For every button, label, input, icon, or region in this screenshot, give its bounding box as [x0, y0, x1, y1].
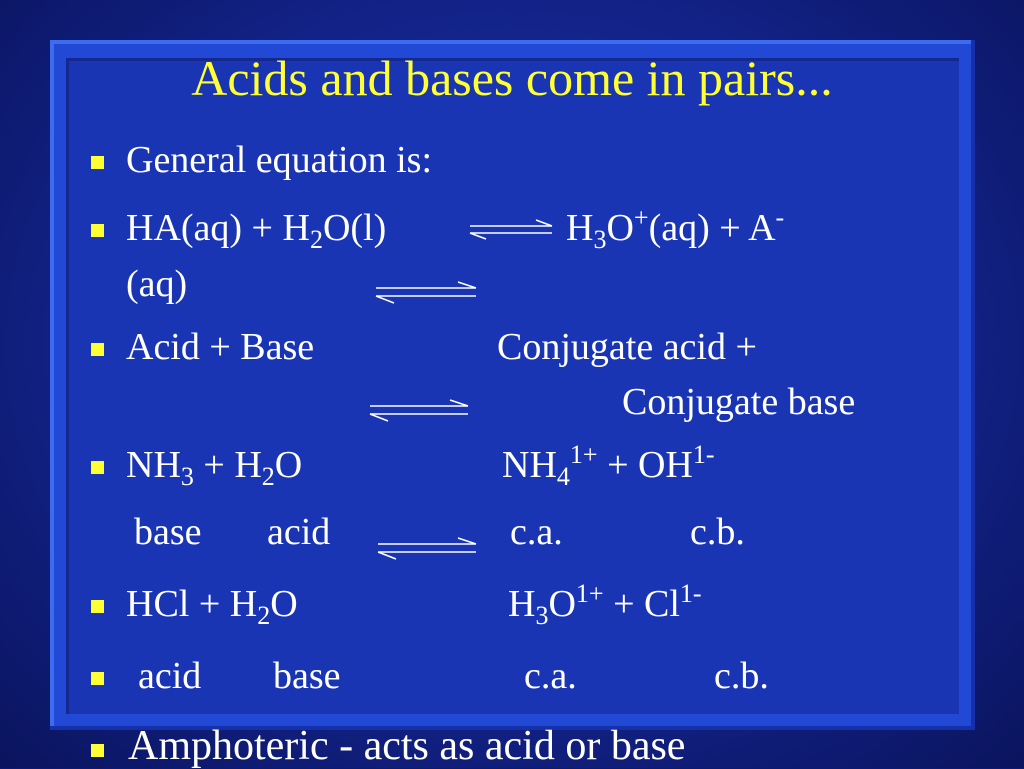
conjugate-acid-label: Conjugate acid + [497, 326, 757, 368]
square-bullet-icon [91, 672, 104, 685]
square-bullet-icon [91, 156, 104, 169]
hcl-reactants: HCl + $H_2O$ [126, 583, 298, 630]
ammonia-reactants: $NH_3 + H_2O$ [126, 444, 303, 491]
equilibrium-arrow-icon [372, 280, 480, 306]
equation-ha-continuation: (aq) [126, 263, 188, 305]
hcl-products: $H_3O^{1+} + Cl^{1-}$ [508, 579, 702, 630]
label-acid: acid [138, 655, 202, 697]
equilibrium-arrow-icon [374, 536, 480, 562]
equation-ha-reactants: $HA(aq) + H_2O(l)$ [126, 207, 387, 254]
label-conjugate-base: c.b. [714, 655, 769, 697]
label-base: base [273, 655, 341, 697]
equation-ha-products: $H_3O^+(aq) + A^-$ [566, 203, 785, 254]
bullet-general-equation: General equation is: [126, 139, 433, 181]
bullet-amphoteric: Amphoteric - acts as acid or base [128, 723, 686, 769]
label-conjugate-acid: c.a. [524, 655, 577, 697]
conjugate-base-label: Conjugate base [622, 381, 856, 423]
equilibrium-arrow-icon [466, 218, 556, 242]
square-bullet-icon [91, 343, 104, 356]
slide-title: Acids and bases come in pairs... [191, 50, 833, 106]
acid-base-left: Acid + Base [126, 326, 315, 368]
label-acid: acid [267, 511, 331, 553]
square-bullet-icon [91, 461, 104, 474]
square-bullet-icon [91, 600, 104, 613]
label-conjugate-base: c.b. [690, 511, 745, 553]
label-conjugate-acid: c.a. [510, 511, 563, 553]
equilibrium-arrow-icon [366, 398, 472, 424]
ammonia-products: $NH_4^{1+} + OH^{1-}$ [502, 440, 715, 491]
square-bullet-icon [91, 744, 104, 757]
label-base: base [134, 511, 202, 553]
square-bullet-icon [91, 224, 104, 237]
